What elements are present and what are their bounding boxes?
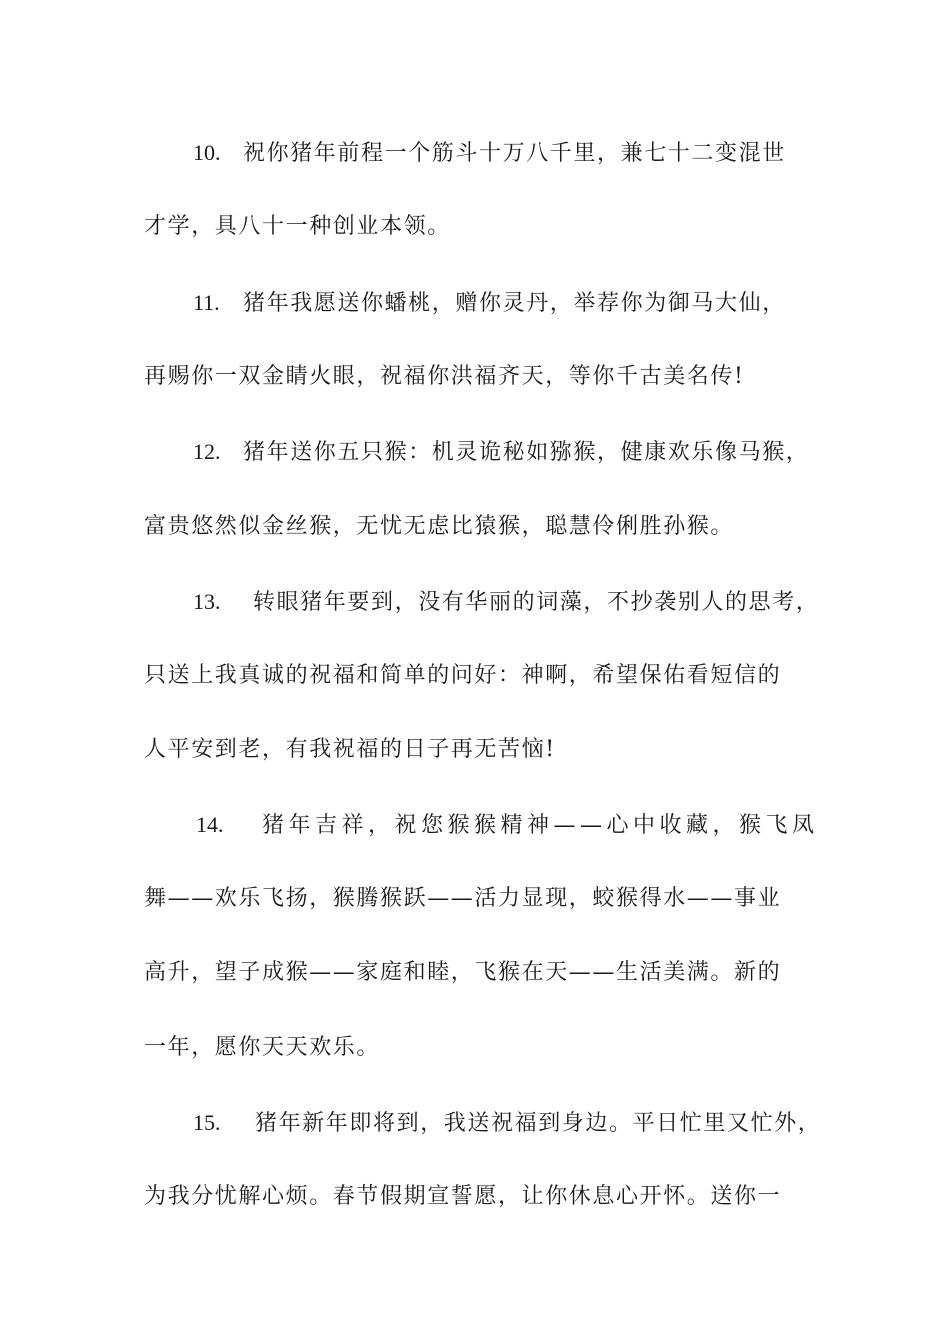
paragraph-text: 舞——欢乐飞扬，猴腾猴跃——活力显现，蛟猴得水——事业 [144,886,782,911]
paragraph-11-line-2 [144,364,744,390]
paragraph-15-line-1 [193,1110,821,1137]
paragraph-11-line-1 [193,290,786,317]
paragraph-text: 人平安到老，有我祝福的日子再无苦恼! [144,737,556,762]
paragraph-text: 猪年送你五只猴：机灵诡秘如猕猴，健康欢乐像马猴， [243,440,810,465]
paragraph-text: 转眼猪年要到，没有华丽的词藻，不抄袭别人的思考， [253,590,820,615]
paragraph-13-line-3 [144,737,556,763]
paragraph-text: 祝你猪年前程一个筋斗十万八千里，兼七十二变混世 [243,141,786,166]
paragraph-text: 富贵悠然似金丝猴，无忧无虑比猿猴，聪慧伶俐胜孙猴。 [144,514,735,539]
paragraph-15-line-2 [144,1184,781,1210]
paragraph-text: 才学，具八十一种创业本领。 [144,214,451,239]
item-number: 10. [193,140,221,165]
paragraph-13-line-1 [193,589,819,616]
item-number: 11. [193,290,220,315]
paragraph-12-line-1 [193,439,809,466]
paragraph-text: 高升，望子成猴——家庭和睦，飞猴在天——生活美满。新的 [144,960,782,985]
paragraph-text: 猪年吉祥，祝您猴猴精神——心中收藏，猴飞凤 [262,813,819,838]
paragraph-text: 猪年我愿送你蟠桃，赠你灵丹，举荐你为御马大仙， [243,291,786,316]
item-number: 15. [193,1110,221,1135]
paragraph-10-line-2 [144,214,451,240]
paragraph-text: 只送上我真诚的祝福和简单的问好：神啊，希望保佑看短信的 [144,663,782,688]
paragraph-14-line-3 [144,960,781,986]
paragraph-14-line-2 [144,886,781,912]
item-number: 12. [193,439,221,464]
paragraph-10-line-1 [193,140,786,167]
paragraph-text: 为我分忧解心烦。春节假期宣誓愿，让你休息心开怀。送你一 [144,1184,782,1209]
paragraph-text: 猪年新年即将到，我送祝福到身边。平日忙里又忙外， [255,1111,822,1136]
paragraph-14-line-4 [144,1035,380,1061]
paragraph-14-line-1 [196,812,819,839]
paragraph-text: 一年，愿你天天欢乐。 [144,1035,381,1060]
paragraph-12-line-2 [144,514,734,540]
paragraph-text: 再赐你一双金睛火眼，祝福你洪福齐天，等你千古美名传! [144,364,745,389]
item-number: 14. [196,812,224,837]
paragraph-13-line-2 [144,663,781,689]
item-number: 13. [193,589,221,614]
